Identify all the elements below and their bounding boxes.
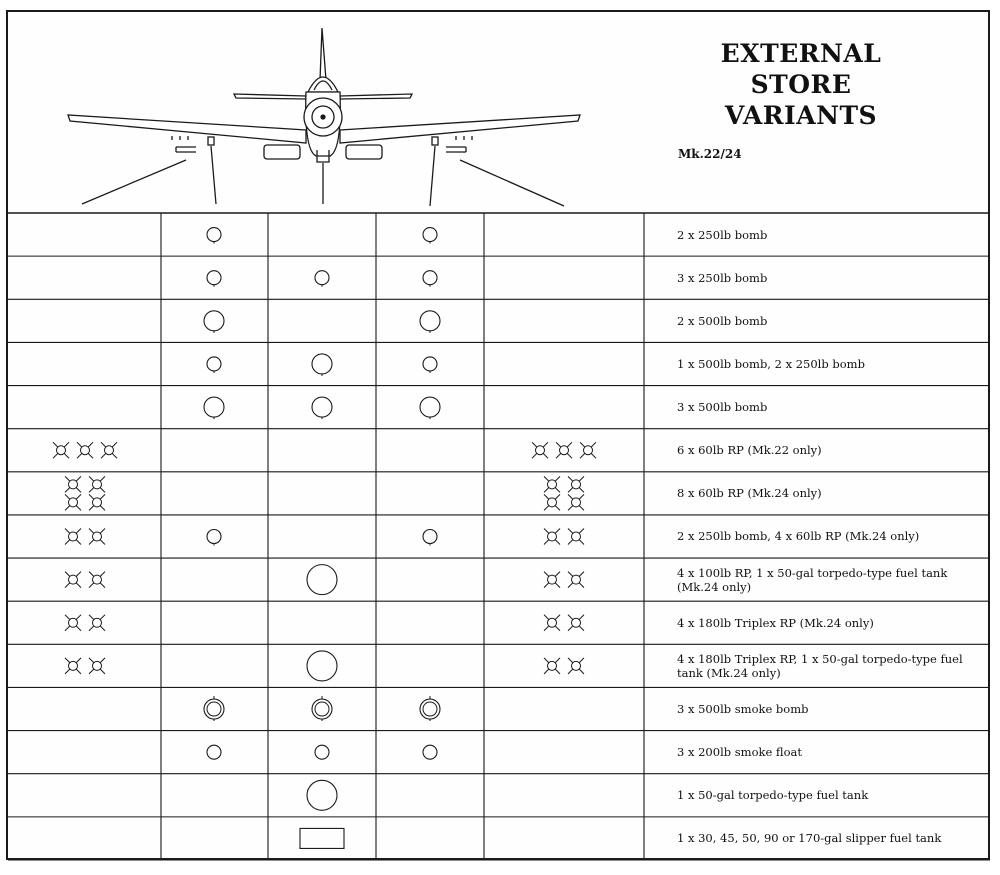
variant-description: 4 x 180lb Triplex RP, 1 x 50-gal torpedo-type fuel tank (Mk.24 only): [677, 651, 963, 680]
variant-description: 1 x 500lb bomb, 2 x 250lb bomb: [677, 356, 865, 371]
bomb-500lb-icon: [204, 397, 224, 419]
variant-description: 2 x 500lb bomb: [677, 313, 768, 328]
rocket-projectile-icon: [53, 442, 117, 458]
rocket-projectile-icon: [544, 658, 584, 674]
variant-description: 3 x 250lb bomb: [677, 270, 768, 285]
bomb-250lb-icon: [423, 357, 437, 373]
rocket-projectile-icon: [65, 658, 105, 674]
bomb-500lb-icon: [312, 397, 332, 419]
variant-description: 3 x 500lb bomb: [677, 400, 768, 415]
bomb-250lb-icon: [207, 228, 221, 244]
rocket-projectile-icon: [544, 615, 584, 631]
rocket-projectile-icon: [65, 476, 105, 510]
rocket-projectile-icon: [544, 529, 584, 545]
bomb-500lb-icon: [312, 354, 332, 376]
smoke-bomb-icon: [312, 696, 332, 721]
rocket-projectile-icon: [65, 615, 105, 631]
variant-description: 2 x 250lb bomb, 4 x 60lb RP (Mk.24 only): [677, 529, 920, 544]
bomb-250lb-icon: [423, 530, 437, 546]
variant-description: 3 x 200lb smoke float: [677, 745, 802, 760]
variant-description: 2 x 250lb bomb: [677, 227, 768, 242]
smoke-bomb-icon: [420, 696, 440, 721]
smoke-bomb-icon: [204, 696, 224, 721]
aircraft-marks-label: Mk.22/24: [678, 147, 742, 161]
bomb-500lb-icon: [420, 397, 440, 419]
variant-description: 8 x 60lb RP (Mk.24 only): [677, 486, 822, 501]
smoke-float-icon: [423, 745, 437, 759]
variant-description: 3 x 500lb smoke bomb: [677, 702, 809, 717]
bomb-250lb-icon: [207, 357, 221, 373]
variant-description: 1 x 30, 45, 50, 90 or 170-gal slipper fuel tank: [677, 831, 942, 846]
title-line-1: EXTERNAL STORE: [720, 39, 882, 99]
bomb-250lb-icon: [315, 271, 329, 287]
rocket-projectile-icon: [544, 572, 584, 588]
bomb-250lb-icon: [423, 228, 437, 244]
rocket-projectile-icon: [532, 442, 596, 458]
rocket-projectile-icon: [65, 529, 105, 545]
torpedo-fuel-tank-icon: [307, 565, 337, 595]
variant-description: 1 x 50-gal torpedo-type fuel tank: [677, 788, 869, 803]
bomb-500lb-icon: [420, 311, 440, 333]
title-line-2: VARIANTS: [724, 101, 878, 130]
smoke-float-icon: [207, 745, 221, 759]
torpedo-fuel-tank-icon: [307, 651, 337, 681]
variant-description: 4 x 100lb RP, 1 x 50-gal torpedo-type fuel tank (Mk.24 only): [677, 565, 948, 594]
torpedo-fuel-tank-icon: [307, 780, 337, 810]
bomb-250lb-icon: [207, 271, 221, 287]
variant-description: 6 x 60lb RP (Mk.22 only): [677, 443, 822, 458]
smoke-float-icon: [315, 745, 329, 759]
bomb-250lb-icon: [423, 271, 437, 287]
bomb-250lb-icon: [207, 530, 221, 546]
variant-description: 4 x 180lb Triplex RP (Mk.24 only): [677, 615, 874, 630]
slipper-tank-icon: [300, 828, 344, 848]
rocket-projectile-icon: [65, 572, 105, 588]
bomb-500lb-icon: [204, 311, 224, 333]
rocket-projectile-icon: [544, 476, 584, 510]
